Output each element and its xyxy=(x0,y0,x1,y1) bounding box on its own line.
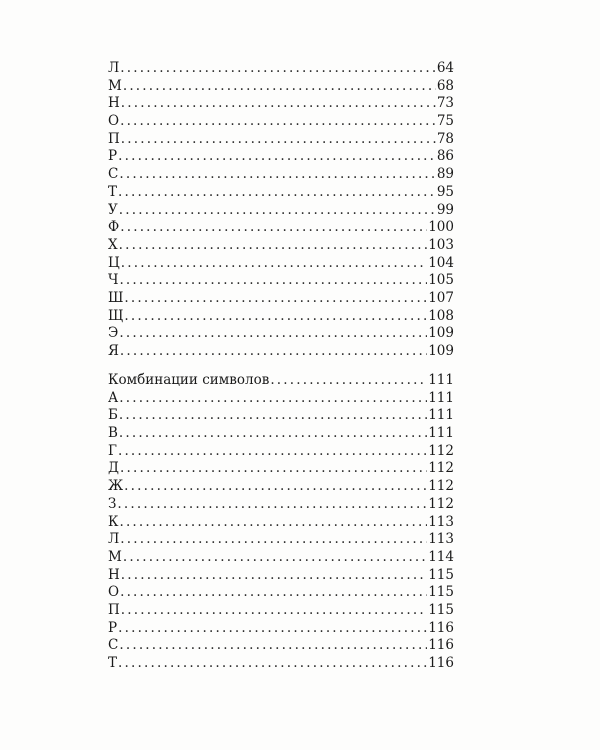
toc-dot-leader xyxy=(121,131,436,149)
toc-entry-page: 109 xyxy=(428,343,454,359)
toc-dot-leader xyxy=(119,166,435,184)
toc-entry-page: 89 xyxy=(436,166,454,183)
toc-entry xyxy=(108,290,454,308)
toc-entry-page: 100 xyxy=(428,219,454,236)
toc-dot-leader xyxy=(120,219,427,237)
toc-entry-label: Н xyxy=(108,566,120,583)
toc-entry xyxy=(108,272,454,290)
toc-entry-label: Х xyxy=(108,236,118,253)
toc-entry-page: 116 xyxy=(428,619,454,636)
toc-entry-page: 105 xyxy=(428,272,454,289)
toc-entry xyxy=(108,202,454,220)
toc-entry xyxy=(108,131,454,149)
toc-entry-label: Т xyxy=(108,655,118,671)
toc-entry xyxy=(108,113,454,131)
toc-entry xyxy=(108,407,454,425)
toc-entry-page: 111 xyxy=(428,389,454,406)
toc-dot-leader xyxy=(120,113,436,131)
toc-dot-leader xyxy=(120,60,436,78)
toc-dot-leader xyxy=(119,514,427,532)
toc-dot-leader xyxy=(119,325,427,343)
toc-entry-label: О xyxy=(108,113,120,130)
toc-entry-label: Ш xyxy=(108,289,124,306)
toc-entry-label: У xyxy=(108,201,118,218)
toc-entry-page: 113 xyxy=(428,513,454,530)
toc-dot-leader xyxy=(120,584,427,602)
toc-dot-leader xyxy=(121,95,436,113)
toc-entry-page: 86 xyxy=(436,148,454,165)
toc-entry-label: П xyxy=(108,601,120,618)
toc-entry-page: 112 xyxy=(428,442,454,459)
toc-entry-page: 115 xyxy=(428,584,454,601)
toc-entry-label: Р xyxy=(108,148,118,165)
toc-dot-leader xyxy=(118,620,427,638)
toc-entry xyxy=(108,95,454,113)
toc-dot-leader xyxy=(119,425,427,443)
toc-entry xyxy=(108,60,454,78)
toc-entry-page: 104 xyxy=(428,254,454,271)
toc-dot-leader xyxy=(118,443,427,461)
toc-entry-page: 111 xyxy=(428,407,454,424)
toc-dot-leader xyxy=(121,255,427,273)
toc-entry-page: 95 xyxy=(436,183,454,200)
toc-dot-leader xyxy=(123,549,427,567)
toc-entry-label: Д xyxy=(108,460,119,477)
toc-entry-label: Г xyxy=(108,442,117,459)
toc-entry xyxy=(108,620,454,638)
toc-entry-page: 112 xyxy=(428,478,454,495)
toc-entry-label: З xyxy=(108,495,117,512)
toc-entry-label: Комбинации символов xyxy=(108,372,270,388)
toc-entry xyxy=(108,496,454,514)
toc-entry xyxy=(108,255,454,273)
toc-entry xyxy=(108,308,454,326)
toc-entry-page: 107 xyxy=(428,289,454,306)
toc-dot-leader xyxy=(124,308,427,326)
toc-entry-page: 78 xyxy=(436,130,454,147)
toc-dot-leader xyxy=(121,567,427,585)
toc-dot-leader xyxy=(119,202,436,220)
toc-entry xyxy=(108,655,454,673)
toc-entry xyxy=(108,443,454,461)
toc-entry-label: Щ xyxy=(108,307,124,324)
toc-entry-label: Ч xyxy=(108,272,119,289)
toc-entry-label: М xyxy=(108,77,122,94)
toc-entry-label: С xyxy=(108,637,119,654)
toc-entry xyxy=(108,425,454,443)
toc-entry xyxy=(108,148,454,166)
toc-dot-leader xyxy=(270,372,427,390)
toc-entry xyxy=(108,325,454,343)
toc-entry-label: Л xyxy=(108,531,120,548)
toc-entry-page: 103 xyxy=(428,236,454,253)
toc-dot-leader xyxy=(119,407,427,425)
toc-entry-label: Б xyxy=(108,407,118,424)
toc-block-letters xyxy=(108,60,454,361)
toc-entry-label: П xyxy=(108,130,120,147)
toc-entry xyxy=(108,390,454,408)
toc-entry-page: 99 xyxy=(436,201,454,218)
toc-entry-page: 73 xyxy=(436,95,454,112)
toc-entry xyxy=(108,549,454,567)
toc-dot-leader xyxy=(124,290,427,308)
toc-entry xyxy=(108,637,454,655)
toc-entry-page: 112 xyxy=(428,460,454,477)
toc-entry-label: О xyxy=(108,584,120,601)
toc-entry-page: 116 xyxy=(428,637,454,654)
toc-dot-leader xyxy=(120,343,427,361)
toc-entry-label: Я xyxy=(108,343,119,359)
toc-dot-leader xyxy=(118,184,436,202)
toc-dot-leader xyxy=(117,496,427,514)
toc-entry xyxy=(108,602,454,620)
toc-entry-page: 116 xyxy=(428,655,454,671)
toc-entry-page: 64 xyxy=(436,60,454,76)
toc-dot-leader xyxy=(119,390,427,408)
toc-entry-page: 112 xyxy=(428,495,454,512)
toc-dot-leader xyxy=(119,272,427,290)
toc-dot-leader xyxy=(118,655,427,673)
toc-entry xyxy=(108,460,454,478)
toc-entry-label: Т xyxy=(108,183,118,200)
toc-entry xyxy=(108,343,454,361)
toc-entry xyxy=(108,567,454,585)
toc-entry-page: 75 xyxy=(436,113,454,130)
toc-dot-leader xyxy=(124,478,427,496)
toc-entry-label: К xyxy=(108,513,119,530)
toc-dot-leader xyxy=(118,148,436,166)
toc-entry-page: 111 xyxy=(428,425,454,442)
toc-entry-label: Э xyxy=(108,325,119,342)
toc-entry-label: Н xyxy=(108,95,120,112)
toc-entry xyxy=(108,514,454,532)
toc-entry xyxy=(108,531,454,549)
toc-entry xyxy=(108,584,454,602)
toc-entry-label: Ф xyxy=(108,219,120,236)
toc-dot-leader xyxy=(120,460,427,478)
toc-entry-page: 115 xyxy=(428,601,454,618)
toc-entry xyxy=(108,166,454,184)
toc-dot-leader xyxy=(120,531,427,549)
toc-entry-label: С xyxy=(108,166,119,183)
toc-entry-page: 109 xyxy=(428,325,454,342)
toc-entry-page: 113 xyxy=(428,531,454,548)
toc-entry xyxy=(108,219,454,237)
toc-entry-page: 68 xyxy=(436,77,454,94)
toc-entry-page: 114 xyxy=(428,548,454,565)
toc-entry-page: 115 xyxy=(428,566,454,583)
toc-entry-page: 111 xyxy=(428,372,454,388)
toc-entry-label: Ж xyxy=(108,478,124,495)
toc-dot-leader xyxy=(121,602,427,620)
toc-entry xyxy=(108,372,454,390)
toc-entry-label: М xyxy=(108,548,122,565)
toc-entry xyxy=(108,78,454,96)
toc-entry xyxy=(108,184,454,202)
toc-block-combinations xyxy=(108,372,454,673)
toc-entry-label: Р xyxy=(108,619,118,636)
toc-entry-page: 108 xyxy=(428,307,454,324)
toc-dot-leader xyxy=(119,637,427,655)
toc-dot-leader xyxy=(119,237,428,255)
toc-entry-label: Ц xyxy=(108,254,120,271)
toc-entry xyxy=(108,478,454,496)
toc-entry-label: А xyxy=(108,389,119,406)
toc-entry-label: В xyxy=(108,425,118,442)
toc-dot-leader xyxy=(123,78,436,96)
toc-entry-label: Л xyxy=(108,60,120,76)
toc-entry xyxy=(108,237,454,255)
